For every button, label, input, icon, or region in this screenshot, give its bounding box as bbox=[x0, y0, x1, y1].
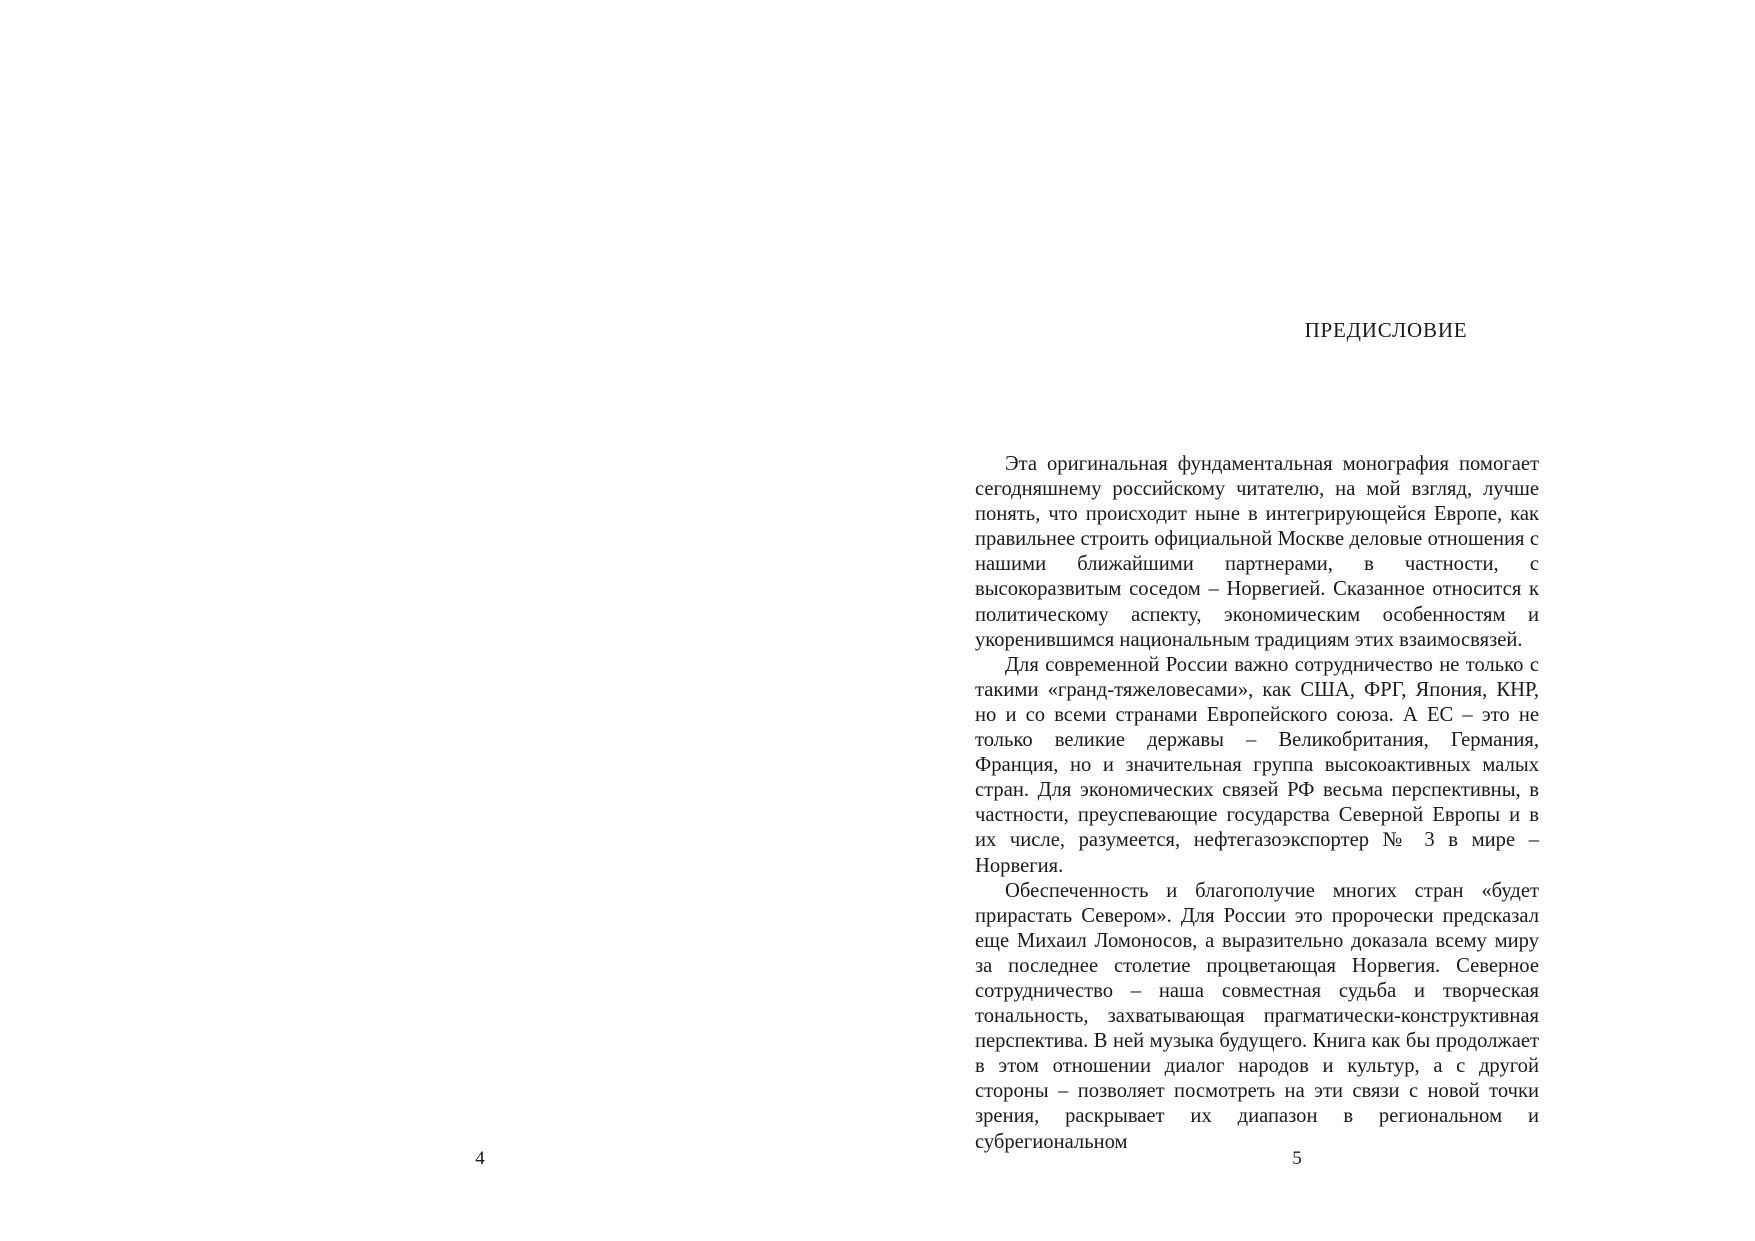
left-page bbox=[0, 0, 877, 1241]
paragraph-2: Для современной России важно сотрудничество не только с такими «гранд-тяжеловесами», как США, ФРГ, Япония, КНР, но и со всеми странами Европейского союза. А ЕС – это не только великие державы – Великобритания, Германия, Франция, но и значительная группа высокоактивных малых стран. Для экономических связей РФ весьма перспективны, в частности, преуспевающие государства Северной Европы и в их числе, разумеется, нефтегазоэкспортер № 3 в мире – Норвегия. bbox=[975, 653, 1539, 877]
body-text bbox=[975, 452, 1539, 1155]
chapter-title: ПРЕДИСЛОВИЕ bbox=[1304, 318, 1468, 342]
page-number-left: 4 bbox=[475, 1148, 485, 1169]
paragraph-3: Обеспеченность и благополучие многих стран «будет прирастать Севером». Для России это пророчески предсказал еще Михаил Ломоносов, а выразительно доказала всему миру за последнее столетие процветающая Норвегия. Северное сотрудничество – наша совместная судьба и творческая тональность, захватывающая прагматически-конструктивная перспектива. В ней музыка будущего. Книга как бы продолжает в этом отношении диалог народов и культур, а с другой стороны – позволяет посмотреть на эти связи с новой точки зрения, раскрывает их диапазон в региональном и субрегиональном bbox=[975, 879, 1539, 1153]
paragraph-1: Эта оригинальная фундаментальная монография помогает сегодняшнему российскому читателю, на мой взгляд, лучше понять, что происходит ныне в интегрирующейся Европе, как правильнее строить официальной Москве деловые отношения с нашими ближайшими партнерами, в частности, с высокоразвитым соседом – Норвегией. Сказанное относится к политическому аспекту, экономическим особенностям и укоренившимся национальным традициям этих взаимосвязей. bbox=[975, 453, 1539, 651]
right-page bbox=[877, 0, 1755, 1241]
page-number-right: 5 bbox=[1292, 1148, 1302, 1169]
